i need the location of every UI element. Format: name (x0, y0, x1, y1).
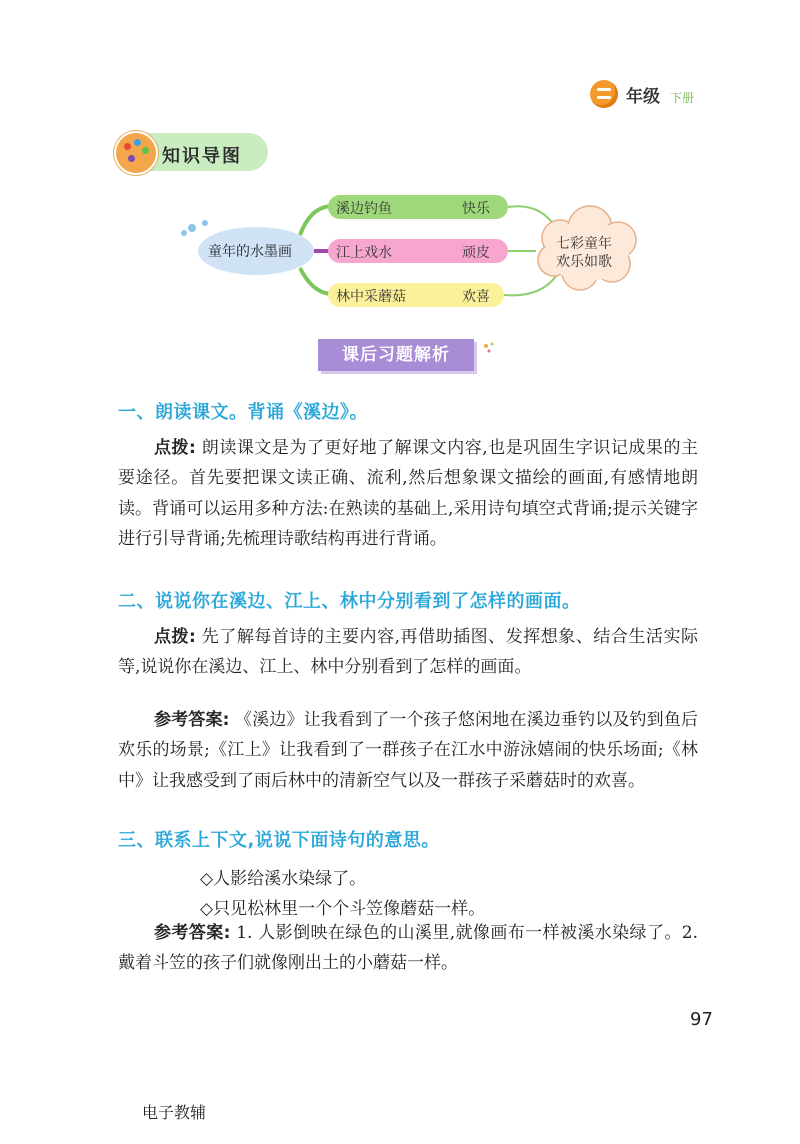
question-1-title: 一、朗读课文。背诵《溪边》。 (118, 402, 368, 423)
exercise-banner-title: 课后习题解析 (342, 345, 450, 365)
mindmap-deco-dot (188, 224, 196, 232)
tip-text: 朗读课文是为了更好地了解课文内容,也是巩固生字识记成果的主要途径。首先要把课文读正确、流利,然后想象课文描绘的画面,有感情地朗读。背诵可以运用多种方法:在熟读的基础上,采用诗句填空式背诵;提示关键字进行引导背诵;先梳理诗歌结构再进行背诵。 (118, 438, 698, 549)
tip-label: 点拨: (154, 438, 196, 458)
cloud-text-line2: 欢乐如歌 (556, 254, 612, 270)
question-2-title: 二、说说你在溪边、江上、林中分别看到了怎样的画面。 (118, 591, 581, 612)
answer-label: 参考答案: (154, 923, 231, 943)
page-number: 97 (690, 1009, 713, 1030)
tip-text: 先了解每首诗的主要内容,再借助插图、发挥想象、结合生活实际等,说说你在溪边、江上、林中分别看到了怎样的画面。 (118, 627, 698, 678)
branch-feeling-2: 顽皮 (462, 245, 490, 261)
branch-feeling-1: 快乐 (462, 201, 490, 217)
answer-text: 《溪边》让我看到了一个孩子悠闲地在溪边垂钓以及钓到鱼后欢乐的场景;《江上》让我看到了一群孩子在江水中游泳嬉闹的快乐场面;《林中》让我感受到了雨后林中的清新空气以及一群孩子采蘑菇时的欢喜。 (118, 710, 698, 791)
branch-poem-3: 林中采蘑菇 (336, 289, 406, 305)
palette-icon (114, 131, 158, 175)
footer-label: 电子教辅 (142, 1103, 207, 1122)
branch-feeling-3: 欢喜 (462, 289, 490, 305)
connector-green (300, 206, 330, 235)
branch-poem-1: 溪边钓鱼 (336, 201, 392, 217)
grade-volume: 下册 (670, 91, 695, 105)
branch-poem-2: 江上戏水 (336, 245, 392, 261)
question-3-title: 三、联系上下文,说说下面诗句的意思。 (118, 830, 440, 851)
answer-label: 参考答案: (154, 710, 230, 730)
grade-label: 年级 (626, 87, 660, 107)
cloud-link-bottom (504, 276, 556, 295)
tip-label: 点拨: (154, 627, 196, 647)
question-2-tip (118, 622, 698, 683)
poem-line-2: ◇只见松林里一个个斗笠像蘑菇一样。 (200, 899, 486, 919)
question-1-tip (118, 433, 698, 554)
mindmap-deco-dot (202, 220, 208, 226)
question-2-answer (118, 705, 698, 796)
grade-badge-icon (590, 80, 618, 108)
knowledge-map-title: 知识导图 (162, 146, 242, 167)
mindmap-center: 童年的水墨画 (208, 244, 292, 260)
answer-text: 1. 人影倒映在绿色的山溪里,就像画布一样被溪水染绿了。2. 戴着斗笠的孩子们就像刚出土的小蘑菇一样。 (118, 923, 698, 974)
sparkle-dots-icon (480, 340, 500, 360)
connector-yellow (300, 268, 330, 294)
poem-line-1: ◇人影给溪水染绿了。 (200, 869, 367, 889)
question-3-answer (118, 918, 698, 979)
mindmap-deco-dot (181, 230, 187, 236)
cloud-text-line1: 七彩童年 (556, 236, 612, 252)
